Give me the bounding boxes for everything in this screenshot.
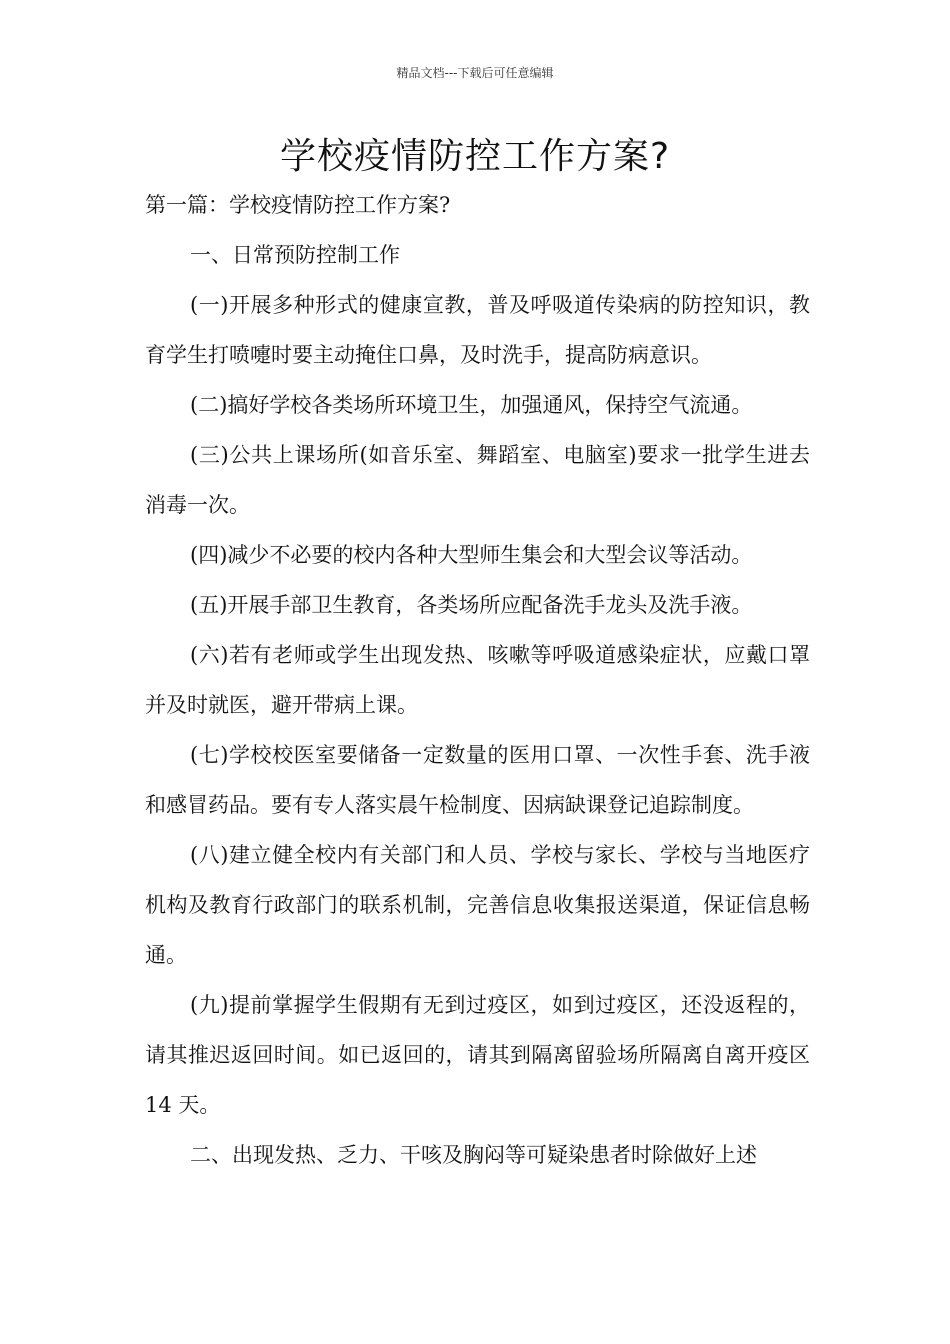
paragraph-item-3: (三)公共上课场所(如音乐室、舞蹈室、电脑室)要求一批学生进去消毒一次。 (145, 443, 810, 517)
paragraph-item-9: (九)提前掌握学生假期有无到过疫区，如到过疫区，还没返程的，请其推迟返回时间。如已返回的，请其到隔离留验场所隔离自离开疫区 14 天。 (145, 993, 810, 1117)
paragraph-item-6: (六)若有老师或学生出现发热、咳嗽等呼吸道感染症状，应戴口罩并及时就医，避开带病上课。 (145, 643, 810, 717)
paragraph-item-7: (七)学校校医室要储备一定数量的医用口罩、一次性手套、洗手液和感冒药品。要有专人落实晨午检制度、因病缺课登记追踪制度。 (145, 743, 810, 817)
paragraph-item-5: (五)开展手部卫生教育，各类场所应配备洗手龙头及洗手液。 (190, 593, 753, 617)
paragraph-item-8: (八)建立健全校内有关部门和人员、学校与家长、学校与当地医疗机构及教育行政部门的联系机制，完善信息收集报送渠道，保证信息畅通。 (145, 843, 810, 967)
paragraph-item-1: (一)开展多种形式的健康宣教，普及呼吸道传染病的防控知识，教育学生打喷嚏时要主动掩住口鼻，及时洗手，提高防病意识。 (145, 293, 810, 367)
paragraph-item-4: (四)减少不必要的校内各种大型师生集会和大型会议等活动。 (190, 543, 753, 567)
paragraph-item-2: (二)搞好学校各类场所环境卫生，加强通风，保持空气流通。 (190, 393, 753, 417)
section-heading: 第一篇：学校疫情防控工作方案? (145, 193, 451, 217)
subsection-heading-2: 二、出现发热、乏力、干咳及胸闷等可疑染患者时除做好上述 (190, 1143, 757, 1167)
document-title: 学校疫情防控工作方案? (279, 136, 671, 177)
header-note: 精品文档---下载后可任意编辑 (396, 66, 554, 80)
document-body (145, 180, 810, 1180)
subsection-heading: 一、日常预防控制工作 (190, 243, 400, 267)
